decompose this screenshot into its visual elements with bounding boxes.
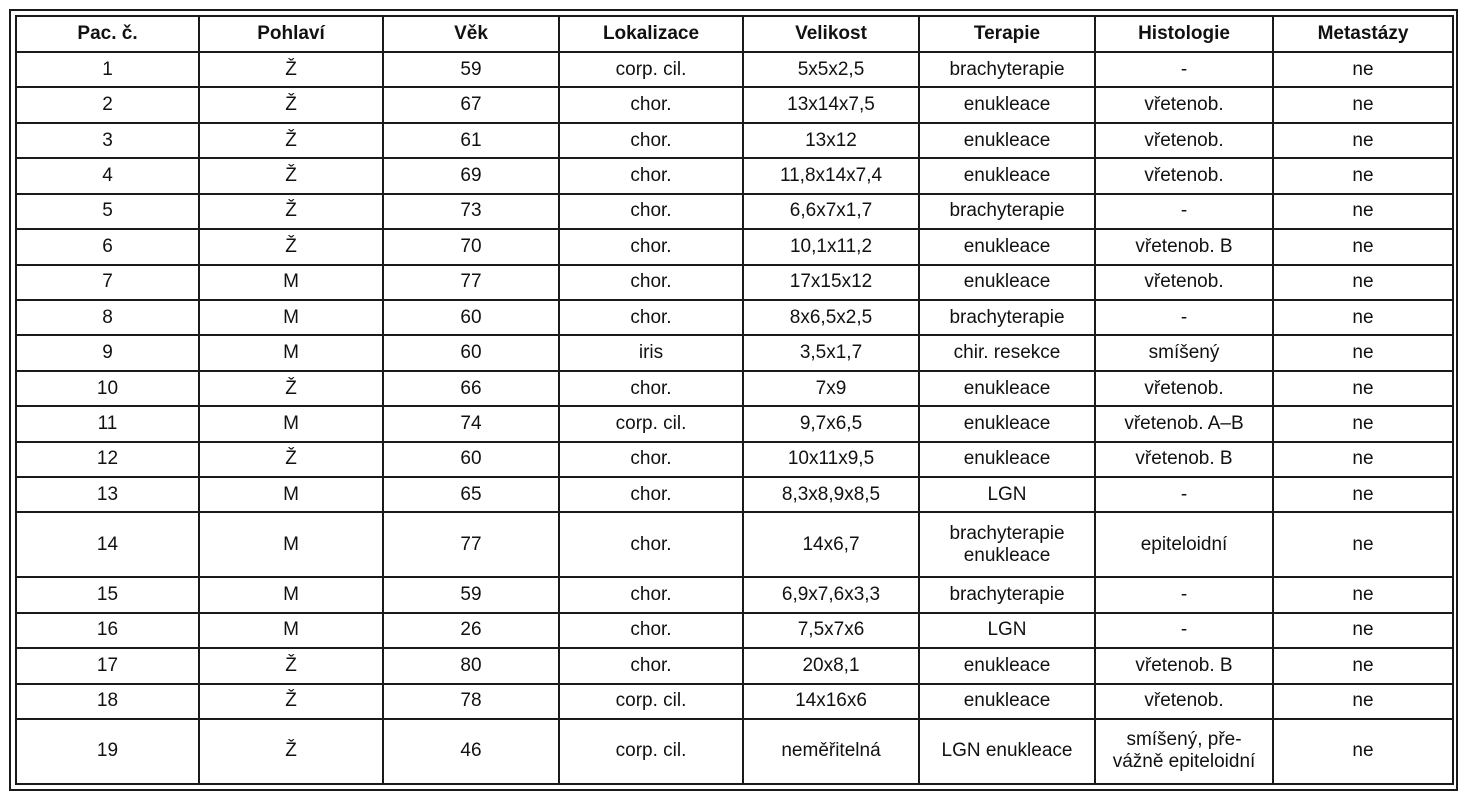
size-cell: 14x16x6 — [743, 684, 919, 719]
localization-cell: corp. cil. — [559, 52, 743, 87]
metastases-cell: ne — [1273, 684, 1453, 719]
patient-number-cell: 15 — [16, 577, 199, 612]
size-cell: neměřitelná — [743, 719, 919, 784]
sex-cell: Ž — [199, 52, 383, 87]
age-cell: 26 — [383, 613, 559, 648]
sex-cell: Ž — [199, 194, 383, 229]
table-row — [16, 87, 1453, 122]
patient-number-cell: 1 — [16, 52, 199, 87]
header-size: Velikost — [743, 16, 919, 52]
age-cell: 74 — [383, 406, 559, 441]
therapy-cell: enukleace — [919, 229, 1095, 264]
sex-cell: M — [199, 265, 383, 300]
header-sex: Pohlaví — [199, 16, 383, 52]
metastases-cell: ne — [1273, 477, 1453, 512]
patient-number-cell: 18 — [16, 684, 199, 719]
sex-cell: M — [199, 577, 383, 612]
localization-cell: chor. — [559, 577, 743, 612]
histology-cell: vřetenob. A–B — [1095, 406, 1273, 441]
header-patient-number: Pac. č. — [16, 16, 199, 52]
histology-cell: vřetenob. — [1095, 87, 1273, 122]
therapy-cell: enukleace — [919, 265, 1095, 300]
age-cell: 69 — [383, 158, 559, 193]
histology-cell: smíšený, pře- vážně epiteloidní — [1095, 719, 1273, 784]
histology-cell: - — [1095, 477, 1273, 512]
table-header-row — [16, 16, 1453, 52]
table-row — [16, 265, 1453, 300]
patient-number-cell: 9 — [16, 335, 199, 370]
histology-cell: smíšený — [1095, 335, 1273, 370]
patient-number-cell: 13 — [16, 477, 199, 512]
size-cell: 3,5x1,7 — [743, 335, 919, 370]
table-row — [16, 512, 1453, 577]
size-cell: 20x8,1 — [743, 648, 919, 683]
histology-cell: - — [1095, 577, 1273, 612]
age-cell: 73 — [383, 194, 559, 229]
therapy-cell: enukleace — [919, 406, 1095, 441]
metastases-cell: ne — [1273, 229, 1453, 264]
patient-number-cell: 12 — [16, 442, 199, 477]
therapy-cell: brachyterapie enukleace — [919, 512, 1095, 577]
table-row — [16, 719, 1453, 784]
patient-number-cell: 19 — [16, 719, 199, 784]
localization-cell: corp. cil. — [559, 406, 743, 441]
histology-cell: vřetenob. B — [1095, 442, 1273, 477]
table-row — [16, 648, 1453, 683]
patient-number-cell: 3 — [16, 123, 199, 158]
sex-cell: Ž — [199, 371, 383, 406]
metastases-cell: ne — [1273, 87, 1453, 122]
age-cell: 46 — [383, 719, 559, 784]
metastases-cell: ne — [1273, 371, 1453, 406]
metastases-cell: ne — [1273, 265, 1453, 300]
patient-number-cell: 11 — [16, 406, 199, 441]
size-cell: 13x14x7,5 — [743, 87, 919, 122]
localization-cell: corp. cil. — [559, 719, 743, 784]
patient-number-cell: 5 — [16, 194, 199, 229]
patient-number-cell: 7 — [16, 265, 199, 300]
localization-cell: chor. — [559, 300, 743, 335]
therapy-cell: enukleace — [919, 371, 1095, 406]
therapy-cell: enukleace — [919, 158, 1095, 193]
patients-table — [15, 15, 1454, 785]
therapy-cell: enukleace — [919, 684, 1095, 719]
localization-cell: chor. — [559, 265, 743, 300]
therapy-cell: LGN — [919, 477, 1095, 512]
header-therapy: Terapie — [919, 16, 1095, 52]
therapy-cell: brachyterapie — [919, 577, 1095, 612]
metastases-cell: ne — [1273, 719, 1453, 784]
therapy-cell: enukleace — [919, 87, 1095, 122]
age-cell: 78 — [383, 684, 559, 719]
table-row — [16, 123, 1453, 158]
localization-cell: chor. — [559, 158, 743, 193]
localization-cell: chor. — [559, 477, 743, 512]
histology-cell: - — [1095, 52, 1273, 87]
histology-cell: vřetenob. — [1095, 265, 1273, 300]
histology-cell: vřetenob. B — [1095, 229, 1273, 264]
therapy-cell: brachyterapie — [919, 300, 1095, 335]
patient-number-cell: 10 — [16, 371, 199, 406]
sex-cell: Ž — [199, 442, 383, 477]
size-cell: 7x9 — [743, 371, 919, 406]
metastases-cell: ne — [1273, 442, 1453, 477]
patient-number-cell: 17 — [16, 648, 199, 683]
table-row — [16, 406, 1453, 441]
histology-cell: vřetenob. — [1095, 123, 1273, 158]
sex-cell: Ž — [199, 158, 383, 193]
size-cell: 17x15x12 — [743, 265, 919, 300]
localization-cell: chor. — [559, 512, 743, 577]
table-row — [16, 300, 1453, 335]
size-cell: 8x6,5x2,5 — [743, 300, 919, 335]
localization-cell: chor. — [559, 648, 743, 683]
histology-cell: - — [1095, 194, 1273, 229]
table-row — [16, 371, 1453, 406]
therapy-cell: brachyterapie — [919, 52, 1095, 87]
metastases-cell: ne — [1273, 512, 1453, 577]
age-cell: 60 — [383, 300, 559, 335]
sex-cell: Ž — [199, 123, 383, 158]
age-cell: 66 — [383, 371, 559, 406]
sex-cell: Ž — [199, 87, 383, 122]
therapy-cell: enukleace — [919, 648, 1095, 683]
age-cell: 59 — [383, 577, 559, 612]
histology-cell: vřetenob. — [1095, 158, 1273, 193]
patient-number-cell: 4 — [16, 158, 199, 193]
table-row — [16, 577, 1453, 612]
therapy-cell: enukleace — [919, 123, 1095, 158]
sex-cell: Ž — [199, 684, 383, 719]
patient-number-cell: 6 — [16, 229, 199, 264]
age-cell: 60 — [383, 335, 559, 370]
histology-cell: vřetenob. — [1095, 684, 1273, 719]
histology-cell: - — [1095, 613, 1273, 648]
age-cell: 65 — [383, 477, 559, 512]
metastases-cell: ne — [1273, 158, 1453, 193]
metastases-cell: ne — [1273, 300, 1453, 335]
table-row — [16, 52, 1453, 87]
sex-cell: Ž — [199, 719, 383, 784]
header-metastases: Metastázy — [1273, 16, 1453, 52]
age-cell: 77 — [383, 265, 559, 300]
sex-cell: M — [199, 300, 383, 335]
size-cell: 7,5x7x6 — [743, 613, 919, 648]
therapy-cell: LGN — [919, 613, 1095, 648]
age-cell: 61 — [383, 123, 559, 158]
size-cell: 8,3x8,9x8,5 — [743, 477, 919, 512]
histology-cell: epiteloidní — [1095, 512, 1273, 577]
table-row — [16, 613, 1453, 648]
patient-number-cell: 8 — [16, 300, 199, 335]
histology-cell: vřetenob. B — [1095, 648, 1273, 683]
patient-number-cell: 2 — [16, 87, 199, 122]
localization-cell: chor. — [559, 194, 743, 229]
age-cell: 77 — [383, 512, 559, 577]
localization-cell: chor. — [559, 613, 743, 648]
table-row — [16, 229, 1453, 264]
age-cell: 70 — [383, 229, 559, 264]
histology-cell: - — [1095, 300, 1273, 335]
sex-cell: M — [199, 512, 383, 577]
therapy-cell: LGN enukleace — [919, 719, 1095, 784]
sex-cell: M — [199, 406, 383, 441]
metastases-cell: ne — [1273, 123, 1453, 158]
sex-cell: Ž — [199, 229, 383, 264]
metastases-cell: ne — [1273, 335, 1453, 370]
histology-cell: vřetenob. — [1095, 371, 1273, 406]
table-row — [16, 442, 1453, 477]
therapy-cell: enukleace — [919, 442, 1095, 477]
sex-cell: M — [199, 477, 383, 512]
localization-cell: corp. cil. — [559, 684, 743, 719]
size-cell: 10,1x11,2 — [743, 229, 919, 264]
header-histology: Histologie — [1095, 16, 1273, 52]
table-body — [16, 52, 1453, 784]
size-cell: 6,9x7,6x3,3 — [743, 577, 919, 612]
age-cell: 59 — [383, 52, 559, 87]
size-cell: 5x5x2,5 — [743, 52, 919, 87]
header-localization: Lokalizace — [559, 16, 743, 52]
localization-cell: iris — [559, 335, 743, 370]
sex-cell: M — [199, 335, 383, 370]
localization-cell: chor. — [559, 229, 743, 264]
metastases-cell: ne — [1273, 52, 1453, 87]
metastases-cell: ne — [1273, 406, 1453, 441]
localization-cell: chor. — [559, 442, 743, 477]
size-cell: 6,6x7x1,7 — [743, 194, 919, 229]
table-frame — [9, 9, 1458, 791]
metastases-cell: ne — [1273, 613, 1453, 648]
size-cell: 14x6,7 — [743, 512, 919, 577]
header-age: Věk — [383, 16, 559, 52]
table-row — [16, 335, 1453, 370]
localization-cell: chor. — [559, 123, 743, 158]
size-cell: 13x12 — [743, 123, 919, 158]
size-cell: 11,8x14x7,4 — [743, 158, 919, 193]
size-cell: 10x11x9,5 — [743, 442, 919, 477]
patient-number-cell: 16 — [16, 613, 199, 648]
metastases-cell: ne — [1273, 194, 1453, 229]
table-row — [16, 158, 1453, 193]
table-row — [16, 684, 1453, 719]
sex-cell: M — [199, 613, 383, 648]
age-cell: 80 — [383, 648, 559, 683]
localization-cell: chor. — [559, 87, 743, 122]
patient-number-cell: 14 — [16, 512, 199, 577]
sex-cell: Ž — [199, 648, 383, 683]
therapy-cell: chir. resekce — [919, 335, 1095, 370]
metastases-cell: ne — [1273, 648, 1453, 683]
metastases-cell: ne — [1273, 577, 1453, 612]
size-cell: 9,7x6,5 — [743, 406, 919, 441]
table-row — [16, 194, 1453, 229]
table-row — [16, 477, 1453, 512]
age-cell: 60 — [383, 442, 559, 477]
therapy-cell: brachyterapie — [919, 194, 1095, 229]
localization-cell: chor. — [559, 371, 743, 406]
age-cell: 67 — [383, 87, 559, 122]
